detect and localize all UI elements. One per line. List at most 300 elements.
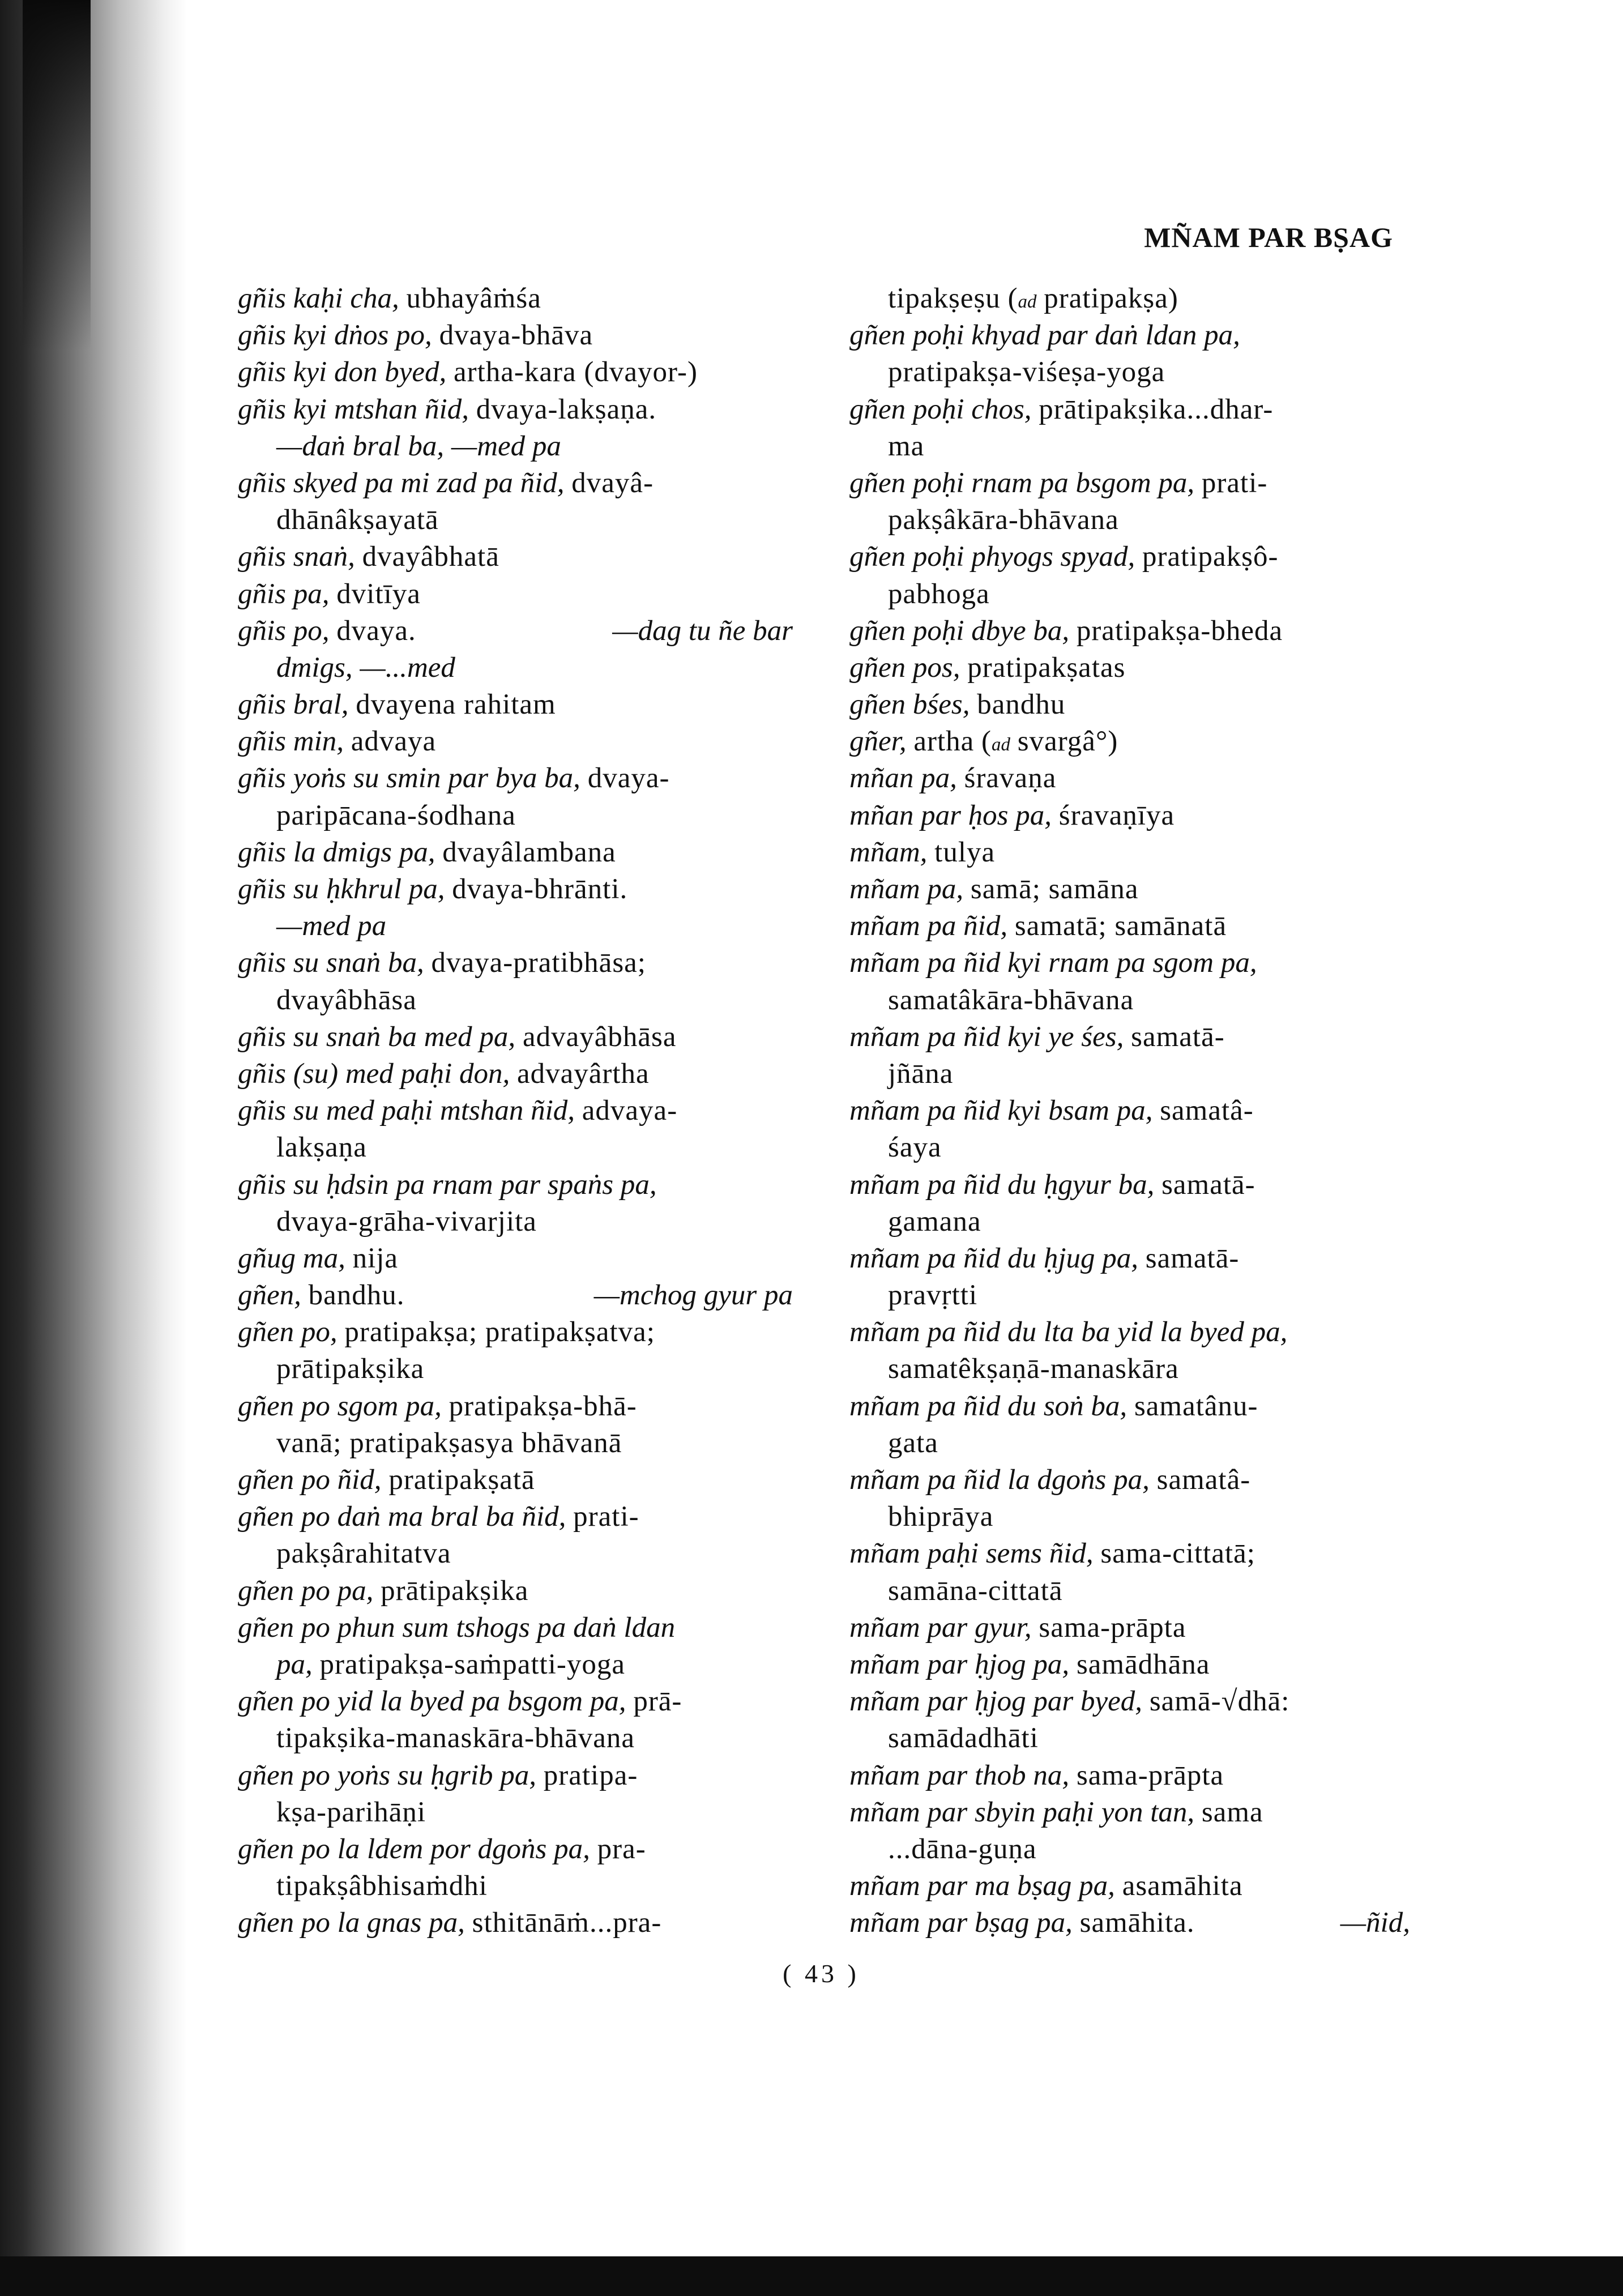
sanskrit-equivalent: prā- bbox=[633, 1685, 682, 1718]
abbreviation: ad bbox=[992, 735, 1011, 756]
dictionary-line bbox=[238, 1314, 793, 1351]
tibetan-headword: mñam par sbyin paḥi yon tan, bbox=[849, 1796, 1195, 1828]
tibetan-headword: gñen pos, bbox=[849, 651, 960, 684]
sub-entry: —ñid, bbox=[1340, 1907, 1410, 1939]
tibetan-headword: pa, bbox=[276, 1648, 313, 1680]
line-main bbox=[888, 578, 990, 610]
tibetan-headword: mñam pa ñid du ḥjug pa, bbox=[849, 1242, 1138, 1274]
line-main bbox=[849, 910, 1227, 942]
dictionary-line bbox=[849, 1167, 1410, 1204]
sanskrit-equivalent: samādadhāti bbox=[888, 1722, 1039, 1755]
line-main bbox=[849, 541, 1278, 573]
dictionary-line bbox=[238, 1462, 793, 1499]
dictionary-line bbox=[238, 1351, 793, 1388]
sanskrit-equivalent: prātipakṣika bbox=[381, 1574, 529, 1607]
sanskrit-equivalent: samatâ- bbox=[1160, 1095, 1254, 1127]
tibetan-headword: gñen po daṅ ma bral ba ñid, bbox=[238, 1501, 566, 1533]
tibetan-headword: gñis su med paḥi mtshan ñid, bbox=[238, 1095, 575, 1127]
dictionary-line bbox=[849, 1314, 1410, 1351]
tibetan-headword: mñam par ma bṣag pa, bbox=[849, 1870, 1115, 1902]
line-main bbox=[849, 1390, 1258, 1422]
line-main bbox=[238, 578, 421, 610]
sanskrit-equivalent: sama-cittatā; bbox=[1100, 1538, 1255, 1570]
dictionary-line bbox=[238, 1019, 793, 1056]
line-main bbox=[849, 762, 1056, 794]
dictionary-line bbox=[238, 317, 793, 354]
line-main bbox=[888, 1722, 1039, 1754]
tibetan-headword: gñen po la ldem por dgoṅs pa, bbox=[238, 1833, 590, 1865]
sanskrit-equivalent: samādhāna bbox=[1076, 1648, 1210, 1680]
paren-open: ( bbox=[1007, 283, 1018, 314]
tibetan-headword: gñis (su) med paḥi don, bbox=[238, 1057, 510, 1090]
line-main bbox=[238, 1685, 682, 1717]
tibetan-headword: gñis min, bbox=[238, 725, 344, 758]
line-main bbox=[888, 1575, 1063, 1607]
line-main bbox=[238, 613, 416, 650]
line-main bbox=[276, 1206, 537, 1237]
scan-border bbox=[0, 2256, 1623, 2296]
sanskrit-equivalent: dvayena rahitam bbox=[356, 689, 556, 721]
tibetan-headword: gñen po ñid, bbox=[238, 1464, 382, 1496]
sanskrit-equivalent: advaya- bbox=[582, 1095, 678, 1127]
line-main bbox=[238, 1243, 398, 1274]
line-main bbox=[888, 984, 1134, 1016]
sanskrit-equivalent: samāhita. bbox=[1079, 1907, 1195, 1939]
sanskrit-equivalent: śravaṇīya bbox=[1058, 799, 1175, 831]
sanskrit-equivalent: prati- bbox=[573, 1501, 639, 1533]
abbreviation: ad bbox=[1018, 292, 1037, 312]
line-main bbox=[849, 1243, 1239, 1274]
dictionary-line bbox=[849, 1646, 1410, 1683]
sanskrit-equivalent: prātipakṣika...dhar- bbox=[1039, 393, 1274, 425]
line-main bbox=[238, 1277, 405, 1314]
sanskrit-equivalent: gamana bbox=[888, 1205, 981, 1237]
tibetan-headword: mñam, bbox=[849, 836, 928, 868]
sanskrit-equivalent: vanā; pratipakṣasya bhāvanā bbox=[276, 1427, 622, 1459]
sanskrit-equivalent: dvayâbhāsa bbox=[276, 984, 417, 1016]
sanskrit-equivalent: ...dāna-guṇa bbox=[888, 1833, 1037, 1865]
line-main bbox=[276, 430, 561, 462]
line-main bbox=[238, 1095, 677, 1126]
tibetan-headword: mñam par bṣag pa, bbox=[849, 1907, 1073, 1939]
line-main bbox=[849, 394, 1273, 425]
line-main bbox=[276, 1132, 367, 1163]
sanskrit-equivalent: samatā- bbox=[1161, 1168, 1255, 1201]
left-column bbox=[238, 280, 793, 1941]
sanskrit-equivalent: śravaṇa bbox=[964, 762, 1057, 795]
dictionary-line bbox=[238, 834, 793, 871]
sanskrit-equivalent: dvaya-lakṣaṇa. bbox=[476, 393, 657, 425]
line-main bbox=[849, 1870, 1243, 1902]
line-main bbox=[849, 1649, 1210, 1680]
dictionary-line bbox=[238, 1240, 793, 1277]
line-main bbox=[238, 283, 541, 314]
tibetan-headword: gñen po pa, bbox=[238, 1574, 374, 1607]
dictionary-line bbox=[238, 908, 793, 945]
sanskrit-equivalent: samatânu- bbox=[1134, 1390, 1258, 1422]
sanskrit-equivalent: lakṣaṇa bbox=[276, 1132, 367, 1164]
dictionary-line bbox=[238, 797, 793, 834]
dictionary-line bbox=[238, 613, 793, 650]
sanskrit-equivalent: paripācana-śodhana bbox=[276, 799, 516, 831]
tibetan-headword: gñen poḥi phyogs spyad, bbox=[849, 541, 1135, 573]
dictionary-line bbox=[849, 1240, 1410, 1277]
line-main bbox=[849, 1538, 1255, 1569]
line-main bbox=[849, 1685, 1289, 1717]
dictionary-line bbox=[849, 428, 1410, 465]
line-main bbox=[276, 1649, 625, 1680]
tibetan-headword: gñis skyed pa mi zad pa ñid, bbox=[238, 467, 565, 499]
dictionary-line bbox=[238, 354, 793, 391]
tibetan-headword: gñis kyi dṅos po, bbox=[238, 319, 432, 352]
tibetan-headword: gñis su ḥkhrul pa, bbox=[238, 873, 445, 905]
dictionary-line bbox=[849, 1757, 1410, 1794]
dictionary-line bbox=[238, 1573, 793, 1610]
dictionary-line bbox=[238, 1646, 793, 1683]
dictionary-line bbox=[849, 1462, 1410, 1499]
dictionary-line bbox=[238, 280, 793, 317]
line-main bbox=[849, 1612, 1186, 1644]
sanskrit-equivalent: pratipakṣa-bhā- bbox=[449, 1390, 637, 1422]
sanskrit-equivalent: pabhoga bbox=[888, 578, 990, 610]
tibetan-headword: gñen poḥi chos, bbox=[849, 393, 1032, 425]
sanskrit-equivalent: dvaya-pratibhāsa; bbox=[431, 947, 646, 979]
line-main bbox=[238, 319, 593, 351]
line-main bbox=[849, 319, 1240, 351]
dictionary-line bbox=[849, 1204, 1410, 1240]
line-main bbox=[238, 947, 646, 979]
tibetan-headword: gñis po, bbox=[238, 614, 330, 647]
dictionary-line bbox=[238, 982, 793, 1019]
line-main bbox=[238, 1316, 655, 1348]
dictionary-line bbox=[849, 760, 1410, 797]
dictionary-line bbox=[238, 945, 793, 981]
sanskrit-equivalent: dvaya-bhāva bbox=[439, 319, 593, 352]
book-binding-shadow bbox=[0, 0, 187, 2296]
sanskrit-equivalent: pravṛtti bbox=[888, 1279, 978, 1312]
dictionary-line bbox=[238, 539, 793, 575]
dictionary-line bbox=[849, 1868, 1410, 1905]
line-main bbox=[888, 430, 924, 462]
tibetan-headword: mñam par gyur, bbox=[849, 1611, 1032, 1644]
dictionary-line bbox=[849, 502, 1410, 539]
line-main bbox=[238, 394, 656, 425]
sanskrit-equivalent: advayârtha bbox=[516, 1057, 650, 1090]
sub-entry: —mchog gyur pa bbox=[593, 1279, 793, 1312]
tibetan-headword: mñan pa, bbox=[849, 762, 957, 795]
dictionary-line bbox=[238, 465, 793, 502]
dictionary-line bbox=[849, 686, 1410, 723]
line-main bbox=[888, 1501, 993, 1533]
sanskrit-equivalent: advaya bbox=[351, 725, 437, 758]
line-main bbox=[276, 652, 455, 684]
reference: svargâ°) bbox=[1017, 725, 1118, 758]
line-main bbox=[849, 1905, 1195, 1941]
sanskrit-equivalent: sama-prāpta bbox=[1076, 1759, 1224, 1791]
line-main bbox=[849, 689, 1065, 720]
line-main bbox=[276, 1353, 424, 1385]
line-main bbox=[888, 1206, 981, 1237]
line-main bbox=[276, 504, 439, 536]
line-main bbox=[238, 1612, 675, 1644]
sanskrit-equivalent: śaya bbox=[888, 1132, 942, 1164]
dictionary-line bbox=[849, 797, 1410, 834]
dictionary-line bbox=[849, 317, 1410, 354]
dictionary-line bbox=[238, 723, 793, 760]
page-number: ( 43 ) bbox=[783, 1959, 860, 1988]
dictionary-line bbox=[849, 1720, 1410, 1757]
sanskrit-equivalent: prati- bbox=[1201, 467, 1268, 499]
dictionary-line bbox=[238, 576, 793, 613]
sanskrit-equivalent: ubhayâṁśa bbox=[406, 283, 541, 314]
line-main bbox=[849, 800, 1174, 831]
tibetan-headword: mñam pa ñid du ḥgyur ba, bbox=[849, 1168, 1155, 1201]
tibetan-headword: gñen bśes, bbox=[849, 689, 970, 721]
tibetan-headword: gñen po yid la byed pa bsgom pa, bbox=[238, 1685, 626, 1718]
dictionary-line bbox=[849, 280, 1410, 317]
dictionary-line bbox=[238, 760, 793, 797]
sanskrit-equivalent: samāna-cittatā bbox=[888, 1574, 1063, 1607]
line-main bbox=[238, 467, 654, 499]
dictionary-line bbox=[238, 1277, 793, 1314]
sanskrit-equivalent: dvaya- bbox=[587, 762, 670, 795]
line-main bbox=[888, 1353, 1179, 1385]
dictionary-line bbox=[849, 1092, 1410, 1129]
line-main bbox=[276, 984, 417, 1016]
dictionary-line bbox=[238, 871, 793, 908]
sanskrit-equivalent: pra- bbox=[597, 1833, 646, 1865]
dictionary-line bbox=[849, 982, 1410, 1019]
line-main bbox=[849, 1169, 1255, 1201]
dictionary-line bbox=[238, 686, 793, 723]
sanskrit-equivalent: pakṣâkāra-bhāvana bbox=[888, 504, 1119, 536]
dictionary-line bbox=[849, 1905, 1410, 1941]
tibetan-headword: mñam pa ñid la dgoṅs pa, bbox=[849, 1464, 1150, 1496]
line-main bbox=[849, 615, 1283, 647]
line-main bbox=[849, 1021, 1225, 1053]
tibetan-headword: mñam pa, bbox=[849, 873, 964, 905]
sub-entry: —dag tu ñe bar bbox=[612, 614, 793, 647]
dictionary-line bbox=[849, 1535, 1410, 1572]
tibetan-headword: mñam par ḥjog par byed, bbox=[849, 1685, 1143, 1718]
line-main bbox=[849, 1464, 1250, 1496]
dictionary-line bbox=[238, 1204, 793, 1240]
tibetan-headword: mñam par thob na, bbox=[849, 1759, 1070, 1791]
line-main bbox=[849, 467, 1267, 499]
sanskrit-equivalent: artha-kara (dvayor-) bbox=[453, 356, 698, 389]
tibetan-headword: gñis kyi mtshan ñid, bbox=[238, 393, 469, 425]
line-main bbox=[888, 1833, 1037, 1865]
sanskrit-equivalent: dvaya-bhrānti. bbox=[452, 873, 628, 905]
line-main bbox=[849, 1796, 1263, 1828]
dictionary-line bbox=[849, 650, 1410, 686]
line-main bbox=[888, 1279, 977, 1311]
dictionary-line bbox=[849, 465, 1410, 502]
sanskrit-equivalent: pratipa- bbox=[543, 1759, 638, 1791]
sanskrit-equivalent: pratipakṣa-bheda bbox=[1076, 614, 1283, 647]
sanskrit-equivalent: tulya bbox=[934, 836, 996, 868]
line-main bbox=[238, 1169, 657, 1201]
tibetan-headword: mñam paḥi sems ñid, bbox=[849, 1538, 1094, 1570]
tibetan-headword: gñis kaḥi cha, bbox=[238, 283, 399, 314]
tibetan-headword: gñug ma, bbox=[238, 1242, 345, 1274]
sanskrit-equivalent: samatā- bbox=[1131, 1021, 1225, 1053]
dictionary-line bbox=[238, 428, 793, 465]
dictionary-line bbox=[849, 908, 1410, 945]
line-main bbox=[238, 541, 499, 573]
sanskrit-equivalent: tipakṣika-manaskāra-bhāvana bbox=[276, 1722, 635, 1755]
dictionary-line bbox=[238, 1535, 793, 1572]
sanskrit-equivalent: dhānâkṣayatā bbox=[276, 504, 439, 536]
tibetan-headword: —daṅ bral ba, —med pa bbox=[276, 430, 561, 462]
dictionary-line bbox=[238, 1056, 793, 1092]
dictionary-line bbox=[849, 354, 1410, 391]
sanskrit-equivalent: dvitīya bbox=[336, 578, 421, 610]
dictionary-line bbox=[849, 539, 1410, 575]
dictionary-line bbox=[849, 1056, 1410, 1092]
sanskrit-equivalent: pratipakṣa-viśeṣa-yoga bbox=[888, 356, 1165, 389]
dictionary-line bbox=[238, 1499, 793, 1535]
line-main bbox=[276, 800, 516, 831]
sanskrit-equivalent: nija bbox=[352, 1242, 399, 1274]
dictionary-line bbox=[849, 871, 1410, 908]
line-main bbox=[238, 837, 616, 868]
sanskrit-equivalent: dvayâ- bbox=[571, 467, 654, 499]
tibetan-headword: gñen, bbox=[238, 1279, 301, 1312]
line-main bbox=[238, 1760, 638, 1791]
sanskrit-equivalent: pratipakṣô- bbox=[1142, 541, 1279, 573]
dictionary-line bbox=[849, 1683, 1410, 1720]
dictionary-line bbox=[238, 1720, 793, 1757]
line-main bbox=[276, 1796, 426, 1828]
tibetan-headword: gñen po, bbox=[238, 1316, 338, 1348]
line-main bbox=[849, 1760, 1224, 1791]
line-main bbox=[849, 873, 1139, 905]
tibetan-headword: gñen poḥi rnam pa bsgom pa, bbox=[849, 467, 1195, 499]
sanskrit-equivalent: tipakṣâbhisaṁdhi bbox=[276, 1870, 488, 1902]
dictionary-line bbox=[238, 1167, 793, 1204]
line-main bbox=[238, 1575, 528, 1607]
tibetan-headword: gñis pa, bbox=[238, 578, 330, 610]
tibetan-headword: mñam par ḥjog pa, bbox=[849, 1648, 1070, 1680]
sanskrit-equivalent: kṣa-parihāṇi bbox=[276, 1796, 426, 1828]
line-main bbox=[849, 837, 995, 868]
sanskrit-equivalent: bandhu. bbox=[308, 1279, 405, 1312]
dictionary-line bbox=[849, 1351, 1410, 1388]
dictionary-line bbox=[849, 1277, 1410, 1314]
line-main bbox=[888, 356, 1165, 388]
tibetan-headword: gñis bral, bbox=[238, 689, 349, 721]
sanskrit-equivalent: gata bbox=[888, 1427, 938, 1459]
line-main bbox=[238, 1058, 650, 1090]
dictionary-line bbox=[238, 1388, 793, 1425]
sanskrit-equivalent: tipakṣeṣu bbox=[888, 283, 1001, 314]
dictionary-line bbox=[238, 1683, 793, 1720]
dictionary-line bbox=[849, 1019, 1410, 1056]
line-main bbox=[888, 504, 1119, 536]
dictionary-line bbox=[849, 834, 1410, 871]
line-main bbox=[276, 1722, 635, 1754]
dictionary-line bbox=[238, 1868, 793, 1905]
dictionary-line bbox=[849, 391, 1410, 428]
dictionary-line bbox=[849, 1610, 1410, 1646]
line-main bbox=[238, 689, 556, 720]
sanskrit-equivalent: bandhu bbox=[977, 689, 1066, 721]
line-main bbox=[276, 1870, 488, 1902]
dictionary-line bbox=[238, 650, 793, 686]
dictionary-line bbox=[849, 1499, 1410, 1535]
line-main bbox=[238, 1464, 535, 1496]
dictionary-line bbox=[238, 1610, 793, 1646]
sanskrit-equivalent: sama bbox=[1201, 1796, 1263, 1828]
dictionary-line bbox=[238, 1757, 793, 1794]
line-main bbox=[849, 652, 1125, 684]
dictionary-line bbox=[238, 1425, 793, 1462]
tibetan-headword: gñen po yoṅs su ḥgrib pa, bbox=[238, 1759, 536, 1791]
dictionary-line bbox=[238, 1092, 793, 1129]
dictionary-line bbox=[849, 1794, 1410, 1831]
sanskrit-equivalent: pratipakṣa-saṁpatti-yoga bbox=[319, 1648, 625, 1680]
sanskrit-equivalent: ma bbox=[888, 430, 925, 462]
line-main bbox=[276, 1538, 451, 1569]
sanskrit-equivalent: dvayâlambana bbox=[442, 836, 616, 868]
sanskrit-equivalent: samā; samāna bbox=[970, 873, 1139, 905]
tibetan-headword: gñen poḥi khyad par daṅ ldan pa, bbox=[849, 319, 1240, 352]
dictionary-line bbox=[849, 1388, 1410, 1425]
right-column bbox=[849, 280, 1410, 1941]
dictionary-line bbox=[849, 613, 1410, 650]
line-main bbox=[238, 1390, 637, 1422]
line-main bbox=[888, 283, 1178, 314]
line-main bbox=[238, 1833, 646, 1865]
dictionary-line bbox=[849, 945, 1410, 981]
running-head: MÑAM PAR BṢAG bbox=[1144, 221, 1393, 253]
dictionary-line bbox=[849, 1425, 1410, 1462]
line-main bbox=[888, 1058, 953, 1090]
sanskrit-equivalent: advayâbhāsa bbox=[522, 1021, 677, 1053]
sanskrit-equivalent: sthitānāṁ...pra- bbox=[472, 1907, 662, 1939]
tibetan-headword: —med pa bbox=[276, 910, 387, 942]
line-main bbox=[238, 725, 436, 757]
tibetan-headword: gñis la dmigs pa, bbox=[238, 836, 435, 868]
sanskrit-equivalent: samatā; samānatā bbox=[1014, 910, 1227, 942]
dictionary-line bbox=[849, 723, 1410, 760]
sanskrit-equivalent: samatā- bbox=[1145, 1242, 1240, 1274]
dictionary-line bbox=[238, 502, 793, 539]
reference: pratipakṣa) bbox=[1044, 283, 1178, 314]
tibetan-headword: mñam pa ñid kyi rnam pa sgom pa, bbox=[849, 947, 1257, 979]
tibetan-headword: gñis snaṅ, bbox=[238, 541, 355, 573]
sanskrit-equivalent: pratipakṣatā bbox=[388, 1464, 535, 1496]
sanskrit-equivalent: pakṣârahitatva bbox=[276, 1538, 451, 1570]
sanskrit-equivalent: prātipakṣika bbox=[276, 1353, 425, 1385]
dictionary-line bbox=[238, 391, 793, 428]
dictionary-line bbox=[849, 1573, 1410, 1610]
tibetan-headword: dmigs, —...med bbox=[276, 651, 455, 684]
sanskrit-equivalent: pratipakṣa; pratipakṣatva; bbox=[344, 1316, 655, 1348]
tibetan-headword: gñis kyi don byed, bbox=[238, 356, 447, 389]
line-main bbox=[849, 1095, 1254, 1126]
tibetan-headword: gñen po la gnas pa, bbox=[238, 1907, 465, 1939]
dictionary-line bbox=[238, 1129, 793, 1166]
tibetan-headword: gñer, bbox=[849, 725, 907, 758]
tibetan-headword: gñen poḥi dbye ba, bbox=[849, 614, 1070, 647]
sanskrit-equivalent: jñāna bbox=[888, 1057, 954, 1090]
tibetan-headword: gñis su snaṅ ba med pa, bbox=[238, 1021, 516, 1053]
sanskrit-equivalent: samatâkāra-bhāvana bbox=[888, 984, 1134, 1016]
line-main bbox=[238, 873, 627, 905]
line-main bbox=[849, 947, 1257, 979]
